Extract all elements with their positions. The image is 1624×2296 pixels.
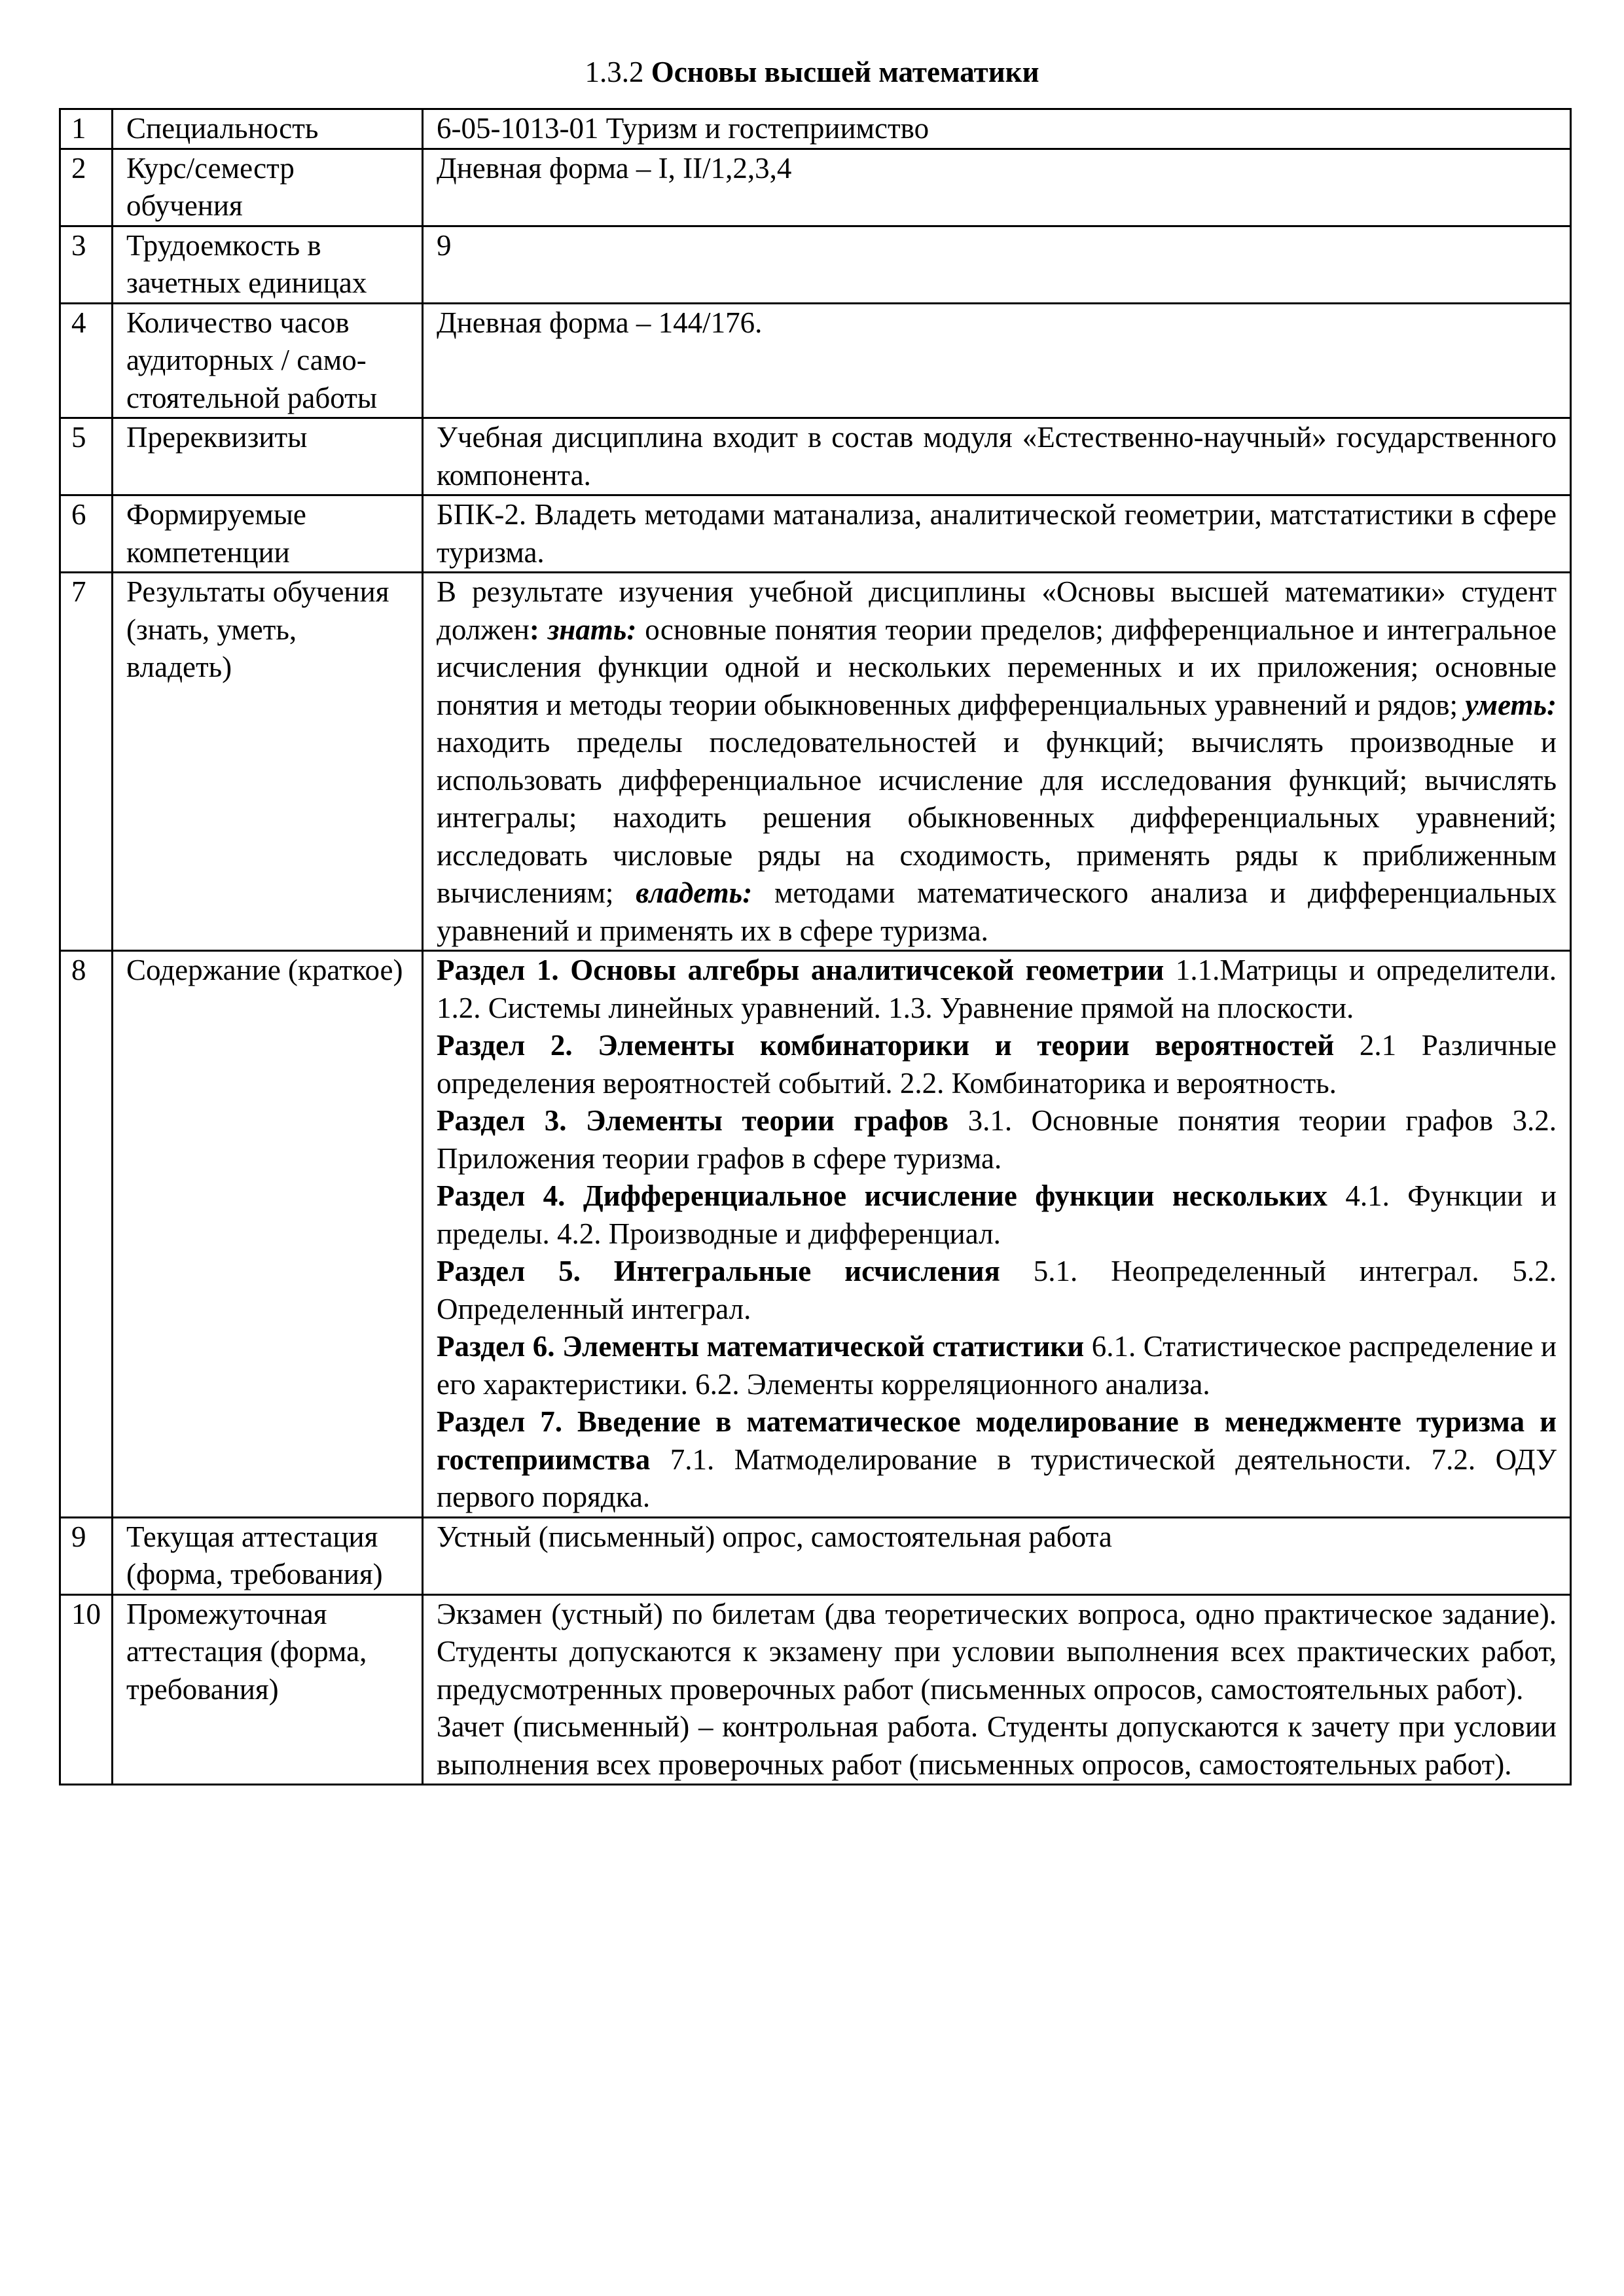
row-number: 5 (60, 418, 113, 495)
section-heading: Раздел 6. Элементы математической статистики (437, 1330, 1085, 1363)
row-label: Пререквизиты (113, 418, 423, 495)
row-number: 4 (60, 303, 113, 418)
row-label: Результаты обучения (знать, уметь, владеть) (113, 573, 423, 951)
row-value: БПК-2. Владеть методами матанализа, аналитической геометрии, матстатистики в сфере туризма. (423, 495, 1571, 573)
own-text: методами математического анализа и дифференциальных уравнений и применять их в сфере туризма. (437, 876, 1557, 947)
section-heading: Раздел 2. Элементы комбинаторики и теории вероятностей (437, 1029, 1335, 1062)
row-number: 6 (60, 495, 113, 573)
outcomes-intro: В результате изучения учебной дисциплины «Основы высшей математики» студент должен (437, 575, 1557, 646)
section-text: 2.1 Различные определения вероятностей событий. 2.2. Комбинаторика и вероятность. (437, 1029, 1557, 1100)
row-label: Промежуточная аттестация (форма, требования) (113, 1594, 423, 1785)
row-number: 3 (60, 226, 113, 303)
credit-paragraph: Зачет (письменный) – контрольная работа. Студенты допускаются к зачету при условии выполнения всех проверочных работ (письменных опросов, самостоятельных работ). (437, 1710, 1557, 1781)
section-text: 5.1. Неопределенный интеграл. 5.2. Определенный интеграл. (437, 1255, 1557, 1325)
table-row (60, 109, 1571, 149)
content-section (437, 952, 1557, 1027)
know-label: знать: (547, 613, 637, 646)
page-title (0, 52, 1624, 92)
own-label: владеть: (636, 876, 753, 909)
content-section (437, 1403, 1557, 1516)
section-text: 6.1. Статистическое распределение и его характеристики. 6.2. Элементы корреляционного анализа. (437, 1330, 1557, 1401)
assessment-paragraphs (423, 1594, 1571, 1785)
content-section (437, 1177, 1557, 1253)
content-section (437, 1253, 1557, 1328)
content-section (437, 1027, 1557, 1102)
section-heading: Раздел 7. Введение в математическое моделирование в менеджменте туризма и гостеприимства (437, 1405, 1557, 1476)
table-row (60, 951, 1571, 1518)
table-row (60, 149, 1571, 226)
content-section (437, 1102, 1557, 1177)
row-label: Содержание (краткое) (113, 951, 423, 1518)
exam-paragraph: Экзамен (устный) по билетам (два теоретических вопроса, одно практическое задание). Студенты допускаются к экзамену при условии выполнения всех практических работ, предусмотренных проверочных работ (письменных опросов, самостоятельных работ). (437, 1597, 1557, 1706)
row-label: Текущая аттестация (форма, требования) (113, 1517, 423, 1594)
learning-outcomes (423, 573, 1571, 951)
row-number: 8 (60, 951, 113, 1518)
section-heading: Раздел 4. Дифференциальное исчисление функции нескольких (437, 1179, 1327, 1212)
section-heading: Раздел 1. Основы алгебры аналитичсекой геометрии (437, 954, 1164, 986)
table-row (60, 1517, 1571, 1594)
row-label: Формируемые компетенции (113, 495, 423, 573)
table-row (60, 573, 1571, 951)
section-text: 7.1. Матмоделирование в туристической деятельности. 7.2. ОДУ первого порядка. (437, 1443, 1557, 1513)
row-number: 1 (60, 109, 113, 149)
section-text: 1.1.Матрицы и определители. 1.2. Системы линейных уравнений. 1.3. Уравнение прямой на плоскости. (437, 954, 1557, 1024)
row-label: Количество часов аудиторных / само-стоятельной работы (113, 303, 423, 418)
row-number: 9 (60, 1517, 113, 1594)
row-label: Специальность (113, 109, 423, 149)
outcomes-colon: : (529, 613, 539, 646)
table-row (60, 1594, 1571, 1785)
section-heading: Раздел 5. Интегральные исчисления (437, 1255, 1000, 1287)
row-value: Дневная форма – 144/176. (423, 303, 1571, 418)
section-text: 4.1. Функции и пределы. 4.2. Производные и дифференциал. (437, 1179, 1557, 1250)
row-value: Дневная форма – I, II/1,2,3,4 (423, 149, 1571, 226)
table-row (60, 418, 1571, 495)
title-name: Основы высшей математики (651, 56, 1039, 88)
row-number: 7 (60, 573, 113, 951)
row-number: 2 (60, 149, 113, 226)
row-value: Учебная дисциплина входит в состав модуля «Естественно-научный» государственного компонента. (423, 418, 1571, 495)
row-value: 6-05-1013-01 Туризм и гостеприимство (423, 109, 1571, 149)
row-label: Трудоемкость в зачетных единицах (113, 226, 423, 303)
can-text: находить пределы последовательностей и функций; вычислять производные и использовать дифференциальное исчисление для исследования функций; вычислять интегралы; находить решения обыкновенных дифференциальных уравнений; исследовать числовые ряды на сходимость, применять ряды к приближенным вычислениям; (437, 726, 1557, 909)
section-heading: Раздел 3. Элементы теории графов (437, 1104, 949, 1137)
table-row (60, 226, 1571, 303)
row-value: 9 (423, 226, 1571, 303)
content-section (437, 1328, 1557, 1403)
row-number: 10 (60, 1594, 113, 1785)
know-text: основные понятия теории пределов; дифференциальное и интегральное исчисления функции одной и нескольких переменных и их приложения; основные понятия и методы теории обыкновенных дифференциальных уравнений и рядов; (437, 613, 1557, 721)
row-label: Курс/семестр обучения (113, 149, 423, 226)
table-row (60, 495, 1571, 573)
content-sections (423, 951, 1571, 1518)
section-text: 3.1. Основные понятия теории графов 3.2. Приложения теории графов в сфере туризма. (437, 1104, 1557, 1175)
discipline-table (59, 108, 1572, 1785)
table-row (60, 303, 1571, 418)
row-value: Устный (письменный) опрос, самостоятельная работа (423, 1517, 1571, 1594)
title-number: 1.3.2 (585, 56, 644, 88)
can-label: уметь: (1465, 688, 1557, 721)
